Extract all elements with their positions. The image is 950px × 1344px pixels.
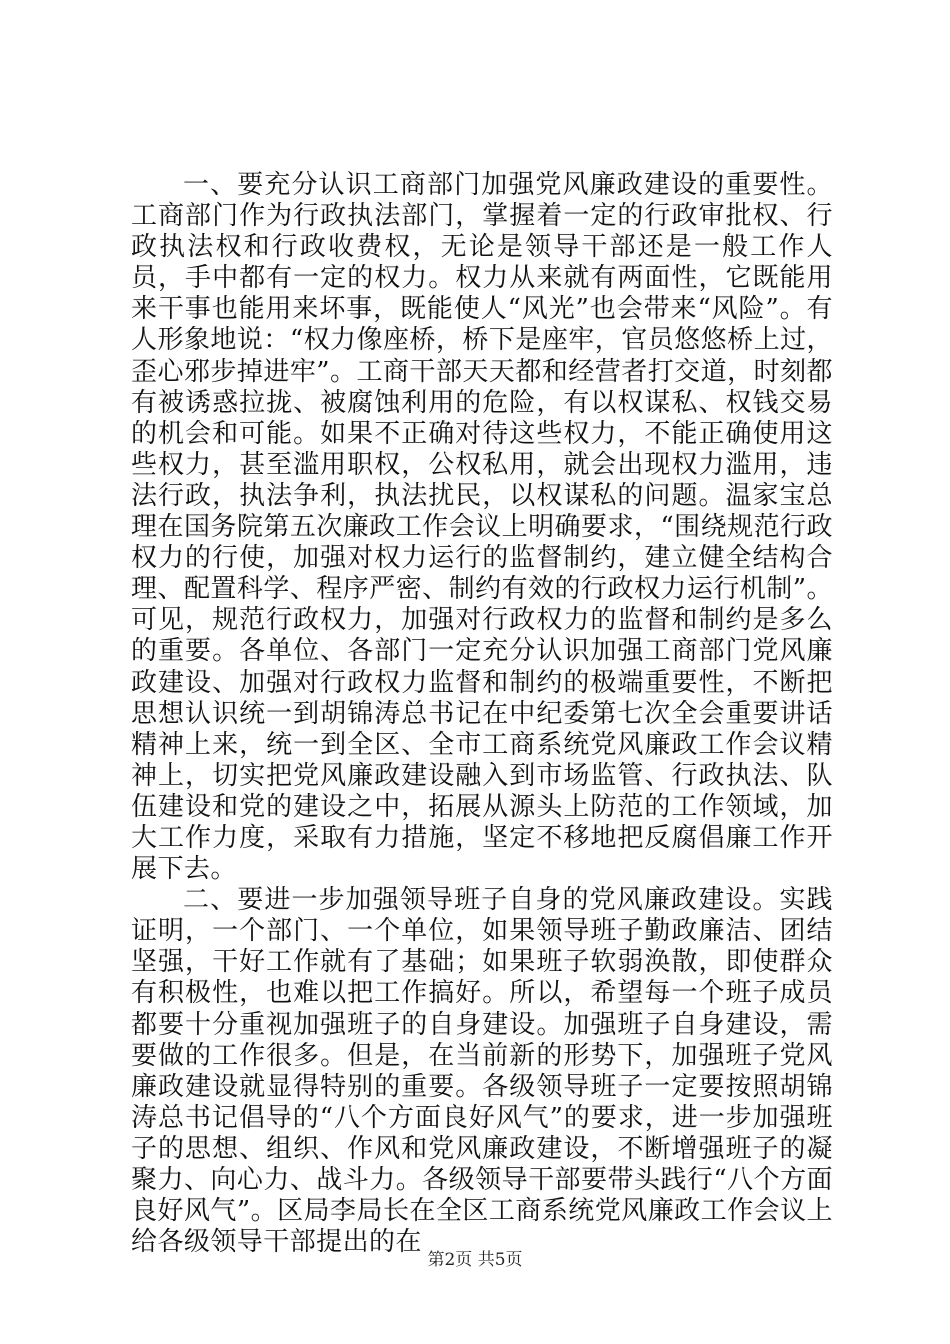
page-footer: 第2页 共5页 bbox=[427, 1250, 523, 1270]
document-body bbox=[131, 170, 833, 1258]
paragraph-1: 一、要充分认识工商部门加强党风廉政建设的重要性。工商部门作为行政执法部门，掌握着一定的行政审批权、行政执法权和行政收费权，无论是领导干部还是一般工作人员，手中都有一定的权力。权力从来就有两面性，它既能用来干事也能用来坏事，既能使人“风光”也会带来“风险”。有人形象地说：“权力像座桥，桥下是座牢，官员悠悠桥上过，歪心邪步掉进牢”。工商干部天天都和经营者打交道，时刻都有被诱惑拉拢、被腐蚀利用的危险，有以权谋私、权钱交易的机会和可能。如果不正确对待这些权力，不能正确使用这些权力，甚至滥用职权，公权私用，就会出现权力滥用，违法行政，执法争利，执法扰民，以权谋私的问题。温家宝总理在国务院第五次廉政工作会议上明确要求，“围绕规范行政权力的行使，加强对权力运行的监督制约，建立健全结构合理、配置科学、程序严密、制约有效的行政权力运行机制”。可见，规范行政权力，加强对行政权力的监督和制约是多么的重要。各单位、各部门一定充分认识加强工商部门党风廉政建设、加强对行政权力监督和制约的极端重要性，不断把思想认识统一到胡锦涛总书记在中纪委第七次全会重要讲话精神上来，统一到全区、全市工商系统党风廉政工作会议精神上，切实把党风廉政建设融入到市场监管、行政执法、队伍建设和党的建设之中，拓展从源头上防范的工作领域，加大工作力度，采取有力措施，坚定不移地把反腐倡廉工作开展下去。 bbox=[131, 170, 833, 885]
paragraph-2: 二、要进一步加强领导班子自身的党风廉政建设。实践证明，一个部门、一个单位，如果领导班子勤政廉洁、团结坚强，干好工作就有了基础；如果班子软弱涣散，即使群众有积极性，也难以把工作搞好。所以，希望每一个班子成员都要十分重视加强班子的自身建设。加强班子自身建设，需要做的工作很多。但是，在当前新的形势下，加强班子党风廉政建设就显得特别的重要。各级领导班子一定要按照胡锦涛总书记倡导的“八个方面良好风气”的要求，进一步加强班子的思想、组织、作风和党风廉政建设，不断增强班子的凝聚力、向心力、战斗力。各级领导干部要带头践行“八个方面良好风气”。区局李局长在全区工商系统党风廉政工作会议上给各级领导干部提出的在 bbox=[131, 885, 833, 1258]
